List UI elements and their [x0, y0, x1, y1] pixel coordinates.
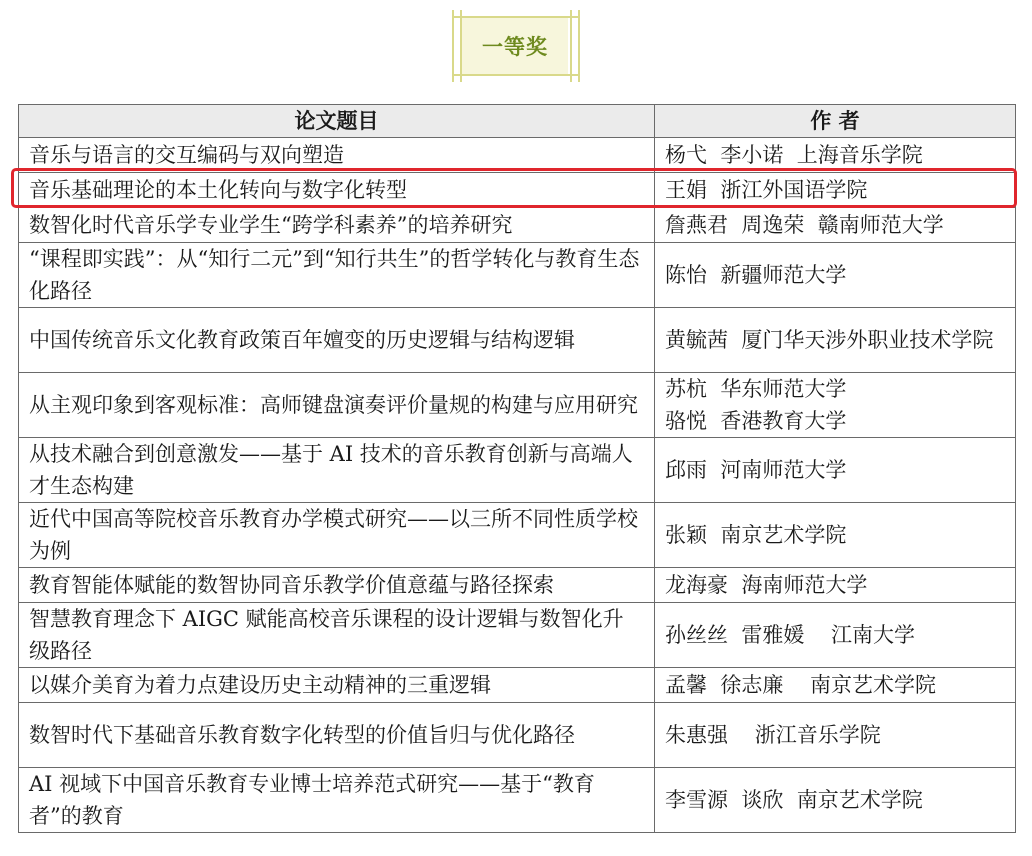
table-row	[19, 603, 1016, 668]
table-row	[19, 308, 1016, 373]
award-title-box	[462, 18, 568, 74]
authors-cell	[655, 173, 1016, 208]
author-line: 张颖 南京艺术学院	[665, 523, 847, 547]
table-row	[19, 243, 1016, 308]
paper-title-cell: 教育智能体赋能的数智协同音乐教学价值意蕴与路径探索	[19, 568, 655, 603]
table-row	[19, 438, 1016, 503]
authors-cell	[655, 568, 1016, 603]
author-line: 李雪源 谈欣 南京艺术学院	[665, 788, 923, 812]
table-row	[19, 503, 1016, 568]
authors-cell	[655, 668, 1016, 703]
authors-cell	[655, 308, 1016, 373]
author-line: 杨弋 李小诺 上海音乐学院	[665, 143, 923, 167]
authors-cell	[655, 243, 1016, 308]
table-row	[19, 703, 1016, 768]
authors-cell	[655, 438, 1016, 503]
paper-title-cell: 近代中国高等院校音乐教育办学模式研究——以三所不同性质学校为例	[19, 503, 655, 568]
author-line: 詹燕君 周逸荣 赣南师范大学	[665, 213, 944, 237]
award-table	[18, 104, 1016, 833]
author-line: 黄毓茜 厦门华天涉外职业技术学院	[665, 328, 994, 352]
author-line: 孟馨 徐志廉 南京艺术学院	[665, 673, 937, 697]
table-row	[19, 768, 1016, 833]
authors-cell	[655, 703, 1016, 768]
paper-title-cell: 音乐与语言的交互编码与双向塑造	[19, 138, 655, 173]
table-row	[19, 138, 1016, 173]
paper-title-cell: 从主观印象到客观标准：高师键盘演奏评价量规的构建与应用研究	[19, 373, 655, 438]
paper-title-cell: 数智时代下基础音乐教育数字化转型的价值旨归与优化路径	[19, 703, 655, 768]
author-line: 龙海豪 海南师范大学	[665, 573, 868, 597]
author-line: 王娟 浙江外国语学院	[665, 178, 868, 202]
authors-cell	[655, 603, 1016, 668]
authors-cell	[655, 768, 1016, 833]
table-row	[19, 668, 1016, 703]
author-line: 陈怡 新疆师范大学	[665, 263, 847, 287]
author-line: 骆悦 香港教育大学	[665, 409, 847, 433]
paper-title-cell: 智慧教育理念下 AIGC 赋能高校音乐课程的设计逻辑与数智化升级路径	[19, 603, 655, 668]
paper-title-cell: 数智化时代音乐学专业学生“跨学科素养”的培养研究	[19, 208, 655, 243]
table-row	[19, 173, 1016, 208]
table-row	[19, 568, 1016, 603]
paper-title-cell: AI 视域下中国音乐教育专业博士培养范式研究——基于“教育者”的教育	[19, 768, 655, 833]
author-line: 邱雨 河南师范大学	[665, 458, 847, 482]
authors-cell	[655, 373, 1016, 438]
paper-title-cell: 音乐基础理论的本土化转向与数字化转型	[19, 173, 655, 208]
authors-cell	[655, 138, 1016, 173]
paper-title-cell: 从技术融合到创意激发——基于 AI 技术的音乐教育创新与高端人才生态构建	[19, 438, 655, 503]
author-line: 苏杭 华东师范大学	[665, 377, 847, 401]
header-paper-title: 论文题目	[19, 105, 655, 138]
authors-cell	[655, 208, 1016, 243]
award-title-frame	[452, 10, 580, 82]
award-title: 一等奖	[482, 35, 548, 59]
header-authors: 作 者	[655, 105, 1016, 138]
authors-cell	[655, 503, 1016, 568]
table-row	[19, 208, 1016, 243]
paper-title-cell: “课程即实践”：从“知行二元”到“知行共生”的哲学转化与教育生态化路径	[19, 243, 655, 308]
author-line: 孙丝丝 雷雅媛 江南大学	[665, 623, 916, 647]
table-body	[19, 138, 1016, 833]
table-header-row	[19, 105, 1016, 138]
paper-title-cell: 以媒介美育为着力点建设历史主动精神的三重逻辑	[19, 668, 655, 703]
table-row	[19, 373, 1016, 438]
paper-title-cell: 中国传统音乐文化教育政策百年嬗变的历史逻辑与结构逻辑	[19, 308, 655, 373]
author-line: 朱惠强 浙江音乐学院	[665, 723, 881, 747]
